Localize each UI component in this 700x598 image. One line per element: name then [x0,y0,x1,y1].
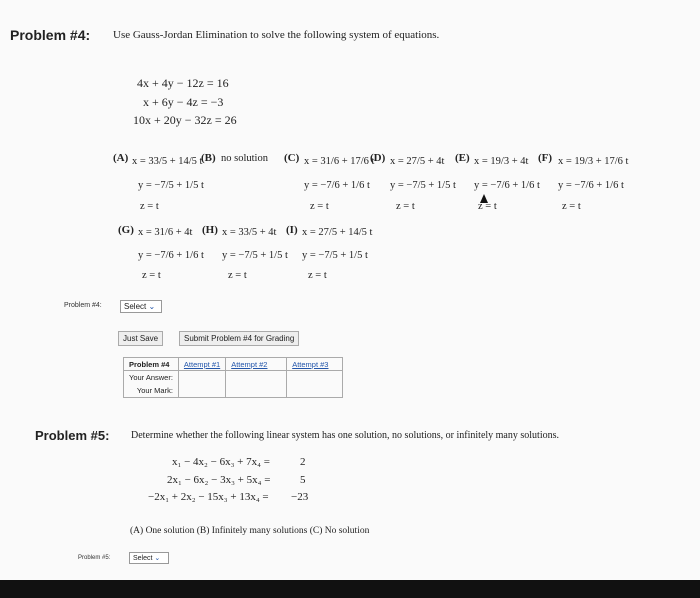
table-header-problem: Problem #4 [124,358,179,371]
table-header-attempt1[interactable]: Attempt #1 [178,358,225,371]
option-i-z: z = t [308,270,327,281]
chevron-down-icon: ⌄ [148,302,156,311]
option-b-text: no solution [221,153,268,164]
option-h-x: x = 33/5 + 4t [222,227,277,238]
problem4-answer-label: Problem #4: [64,302,102,309]
option-f-z: z = t [562,201,581,212]
table-header-attempt2[interactable]: Attempt #2 [226,358,287,371]
option-c-y: y = −7/6 + 1/6 t [304,180,370,191]
option-i-x: x = 27/5 + 14/5 t [302,227,373,238]
problem4-select-value: Select [124,302,147,311]
table-cell [226,371,287,398]
bottom-bar [0,580,700,598]
p5-equation-3-rhs: −23 [291,491,309,503]
option-a-z: z = t [140,201,159,212]
option-d-x: x = 27/5 + 4t [390,156,445,167]
option-d-y: y = −7/5 + 1/5 t [390,180,456,191]
option-g-y: y = −7/6 + 1/6 t [138,250,204,261]
option-f-y: y = −7/6 + 1/6 t [558,180,624,191]
just-save-button[interactable]: Just Save [118,331,163,346]
table-cell [178,371,225,398]
option-c-label: (C) [284,152,300,164]
table-header-attempt3[interactable]: Attempt #3 [287,358,343,371]
table-cell [287,371,343,398]
equation-2: x + 6y − 4z = −3 [143,95,224,109]
mouse-cursor-icon [480,194,488,203]
option-h-label: (H) [202,224,218,236]
option-h-y: y = −7/5 + 1/5 t [222,250,288,261]
p5-equation-2-lhs: 2x₁ − 6x₂ − 3x₃ + 5x₄ = [167,474,271,486]
p5-equation-1-rhs: 2 [300,456,306,468]
option-g-x: x = 31/6 + 4t [138,227,193,238]
option-b-label: (B) [201,152,216,164]
table-row-label-mark: Your Mark: [124,384,179,398]
option-e-label: (E) [455,152,470,164]
option-e-z: z = t [478,201,497,212]
problem5-answer-label: Problem #5: [78,555,111,561]
option-e-y: y = −7/6 + 1/6 t [474,180,540,191]
option-c-z: z = t [310,201,329,212]
option-f-x: x = 19/3 + 17/6 t [558,156,629,167]
option-d-z: z = t [396,201,415,212]
option-a-label: (A) [113,152,129,164]
option-c-x: x = 31/6 + 17/6 t [304,156,375,167]
attempts-table [123,357,343,398]
option-d-label: (D) [370,152,386,164]
problem5-description: Determine whether the following linear system has one solution, no solutions, or infinitely many solutions. [131,430,559,441]
submit-problem4-button[interactable]: Submit Problem #4 for Grading [179,331,299,346]
option-i-y: y = −7/5 + 1/5 t [302,250,368,261]
problem5-choices: (A) One solution (B) Infinitely many solutions (C) No solution [130,526,370,536]
option-h-z: z = t [228,270,247,281]
problem4-description: Use Gauss-Jordan Elimination to solve the following system of equations. [113,29,440,41]
problem5-title: Problem #5: [35,428,110,443]
option-f-label: (F) [538,152,553,164]
problem4-answer-select[interactable] [120,300,162,313]
problem4-title: Problem #4: [10,27,91,43]
option-a-y: y = −7/5 + 1/5 t [138,180,204,191]
equation-3: 10x + 20y − 32z = 26 [133,113,237,127]
problem5-answer-select[interactable] [129,552,169,564]
option-e-x: x = 19/3 + 4t [474,156,529,167]
option-g-z: z = t [142,270,161,281]
option-g-label: (G) [118,224,134,236]
chevron-down-icon: ⌄ [154,555,161,562]
p5-equation-3-lhs: −2x₁ + 2x₂ − 15x₃ + 13x₄ = [148,491,269,503]
option-i-label: (I) [286,224,298,236]
equation-1: 4x + 4y − 12z = 16 [137,76,229,90]
option-a-x: x = 33/5 + 14/5 t [132,156,203,167]
problem5-select-value: Select [133,555,153,562]
table-row-label-answer: Your Answer: [124,371,179,385]
p5-equation-2-rhs: 5 [300,474,306,486]
p5-equation-1-lhs: x₁ − 4x₂ − 6x₃ + 7x₄ = [172,456,270,468]
